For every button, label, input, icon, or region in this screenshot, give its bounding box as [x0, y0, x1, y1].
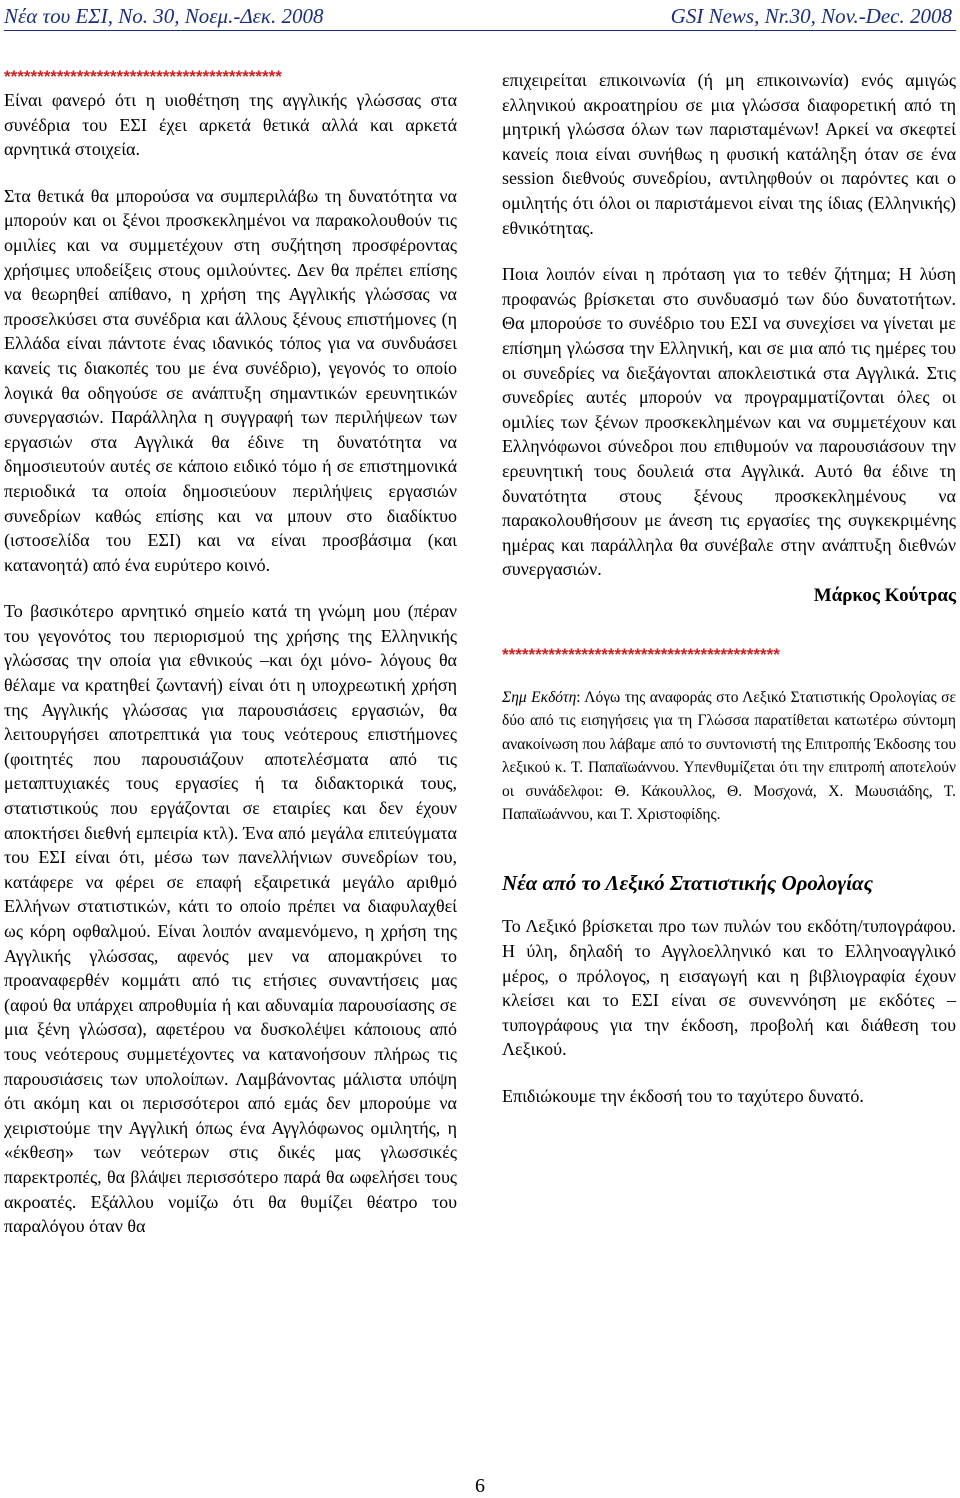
author-signature: Μάρκος Κούτρας [813, 584, 956, 606]
page-number: 6 [475, 1475, 485, 1497]
header-right-title: GSI News, Nr.30, Nov.-Dec. 2008 [670, 4, 952, 28]
header-left-title: Νέα του ΕΣΙ, Νο. 30, Νοεμ.-Δεκ. 2008 [4, 4, 324, 28]
paragraph-positives: Στα θετικά θα μπορούσα να συμπεριλάβω τη δυνατότητα να μπορούν και οι ξένοι προσκεκλημένοι να παρακολουθούν τις ομιλίες και να συμμετέχουν στη συζήτηση προσφέροντας χρήσιμες υποδείξεις στους ομιλούντες. Δεν θα πρέπει επίσης να θεωρηθεί απίθανο, η χρήση της Αγγλικής γλώσσας να προσελκύσει στα συνέδρια και άλλους ξένους επιστήμονες (η Ελλάδα είναι πάντοτε ένας ιδανικός τόπος για να συνδυάσει κανείς τις διακοπές του με ένα συνέδριο), γεγονός το οποίο λογικά θα οδηγούσε σε ανάπτυξη σημαντικών ερευνητικών συνεργασιών. Παράλληλα η συγγραφή των περιλήψεων των εργασιών στα Αγγλικά θα έδινε τη δυνατότητα να δημοσιευτούν αυτές σε κάποιο ειδικό τόμο ή σε επιστημονικά περιοδικά τα οποία δημοσιεύουν περιλήψεις εργασιών συνεδρίων καθώς επίσης και να μπουν στο διαδίκτυο (ιστοσελίδα του ΕΣΙ) και να είναι προσβάσιμα (και κατανοητά) από ένα ευρύτερο κοινό. [4, 185, 457, 575]
paragraph-dictionary: Το Λεξικό βρίσκεται προ των πυλών του εκδότη/τυπογράφου. Η ύλη, δηλαδή το Αγγλοελληνικό και το Ελληνοαγγλικό μέρος, ο πρόλογος, η εισαγωγή και η βιβλιογραφία έχουν κλείσει και το ΕΣΙ είναι σε συνεννόηση με εκδότες – τυπογράφους για την έκδοση, προβολή και διάθεση του Λεξικού. [502, 916, 956, 1060]
paragraph-closing: Επιδιώκουμε την έκδοσή του το ταχύτερο δυνατό. [502, 1085, 864, 1106]
paragraph-intro: Είναι φανερό ότι η υιοθέτηση της αγγλικής γλώσσας στα συνέδρια του ΕΣΙ έχει αρκετά θετικά αλλά και αρκετά αρνητικά στοιχεία. [4, 90, 457, 160]
editor-note [502, 686, 956, 826]
paragraph-continuation: επιχειρείται επικοινωνία (ή μη επικοινωνία) ενός αμιγώς ελληνικού ακροατηρίου σε μια γλώσσα διαφορετική από τη μητρική γλώσσα όλων των παρισταμένων! Αρκεί να σκεφτεί κανείς ποια είναι συνήθως η φυσική κατάληξη όταν σε ένα session διεθνούς συνεδρίου, αντιληφθούν οι παρόντες και ο ομιλητής ότι όλοι οι παριστάμενοι είναι της ίδιας (Ελληνικής) εθνικότητας. [502, 70, 956, 238]
stars-divider-top: ****************************************** [4, 68, 282, 86]
stars-divider-bottom: ****************************************** [502, 645, 780, 664]
page-header [0, 0, 960, 32]
paragraph-proposal: Ποια λοιπόν είναι η πρόταση για το τεθέν ζήτημα; Η λύση προφανώς βρίσκεται στο συνδυασμό των δύο δυνατοτήτων. Θα μπορούσε το συνέδριο του ΕΣΙ να συνεχίσει να γίνεται με επίσημη γλώσσα την Ελληνική, και σε μια από τις ημέρες του οι συνεδρίες να διεξάγονται αποκλειστικά στα Αγγλικά. Στις συνεδρίες αυτές μπορούν να προγραμματίζονται όλες οι ομιλίες των ξένων προσκεκλημένων και να συμμετέχουν και Ελληνόφωνοι σύνεδροι που επιθυμούν να παρουσιάσουν την ερευνητική τους δουλειά στα Αγγλικά. Αυτό θα έδινε τη δυνατότητα στους ξένους προσκεκλημένους να παρακολουθήσουν με άνεση τις εργασίες της συγκεκριμένης ημέρας και παράλληλα θα συνέβαλε στην ανάπτυξη διεθνών συνεργασιών. [502, 264, 956, 580]
paragraph-negatives: Το βασικότερο αρνητικό σημείο κατά τη γνώμη μου (πέραν του γεγονότος του περιορισμού της χρήσης της Ελληνικής γλώσσας την οποία για εθνικούς –και όχι μόνο- λόγους θα θέλαμε να κρατηθεί ζωντανή) είναι ότι η υποχρεωτική χρήση της Αγγλικής γλώσσας για παρουσιάσεις εργασιών, θα λειτουργήσει αποτρεπτικά για τους νεότερους επιστήμονες (φοιτητές που παρουσιάζουν αποτελέσματα από τις μεταπτυχιακές τους εργασίες ή τα διδακτορικά τους, στατιστικούς που εργάζονται σε εταιρίες και δεν έχουν αποκτήσει διεθνή εμπειρία κτλ). Ένα από μεγάλα επιτεύγματα του ΕΣΙ είναι ότι, μέσω των πανελλήνιων συνεδρίων του, κατάφερε να φέρει σε επαφή εξαιρετικά μεγάλο αριθμό Ελλήνων στατιστικών, κάτι το οποίο πρέπει να διαφυλαχθεί ως κόρη οφθαλμού. Είναι λοιπόν αναμενόμενο, η χρήση της Αγγλικής γλώσσας, αφενός μεν να απομακρύνει το προαναφερθέν κομμάτι από τις ετήσιες συναντήσεις μας (αφού θα υπάρχει απροθυμία ή και αδυναμία παρουσίασης σε μια ξένη γλώσσα), αφετέρου να δυσκολέψει κάποιους από τους νεότερους συμμετέχοντες να κατανοήσουν πλήρως τις παρουσιάσεις των υπολοίπων. Λαμβάνοντας μάλιστα υπόψη ότι ακόμη και οι περισσότεροι από εμάς δεν μπορούμε να χειριστούμε την Αγγλική όπως ένα Αγγλόφωνος ομιλητής, η «έκθεση» των νεότερων στις δικές μας γλωσσικές παρεκτροπές, θα βλάψει περισσότερο παρά θα ωφελήσει τους ακροατές. Εξάλλου νομίζω ότι θα θυμίζει θέατρο του παραλόγου όταν θα [4, 601, 457, 1237]
left-column [4, 68, 457, 1239]
editor-note-text: : Λόγω της αναφοράς στο Λεξικό Στατιστικής Ορολογίας σε δύο από τις εισηγήσεις για τη Γλώσσα παρατίθεται κατωτέρω σύντομη ανακοίνωση που λάβαμε από το συντονιστή της Επιτροπής Έκδοσης του λεξικού κ. Τ. Παπαϊωάννου. Υπενθυμίζεται ότι την επιτροπή αποτελούν οι συνάδελφοι: Θ. Κάκουλλος, Θ. Μοσχονά, Χ. Μωυσιάδης, Τ. Παπαϊωάννου, και Τ. Χριστοφίδης. [502, 688, 956, 823]
editor-note-label: Σημ Εκδότη [502, 688, 577, 706]
section-title-dictionary: Νέα από το Λεξικό Στατιστικής Ορολογίας [502, 871, 873, 896]
right-column [502, 68, 956, 1108]
header-rule [4, 30, 956, 31]
